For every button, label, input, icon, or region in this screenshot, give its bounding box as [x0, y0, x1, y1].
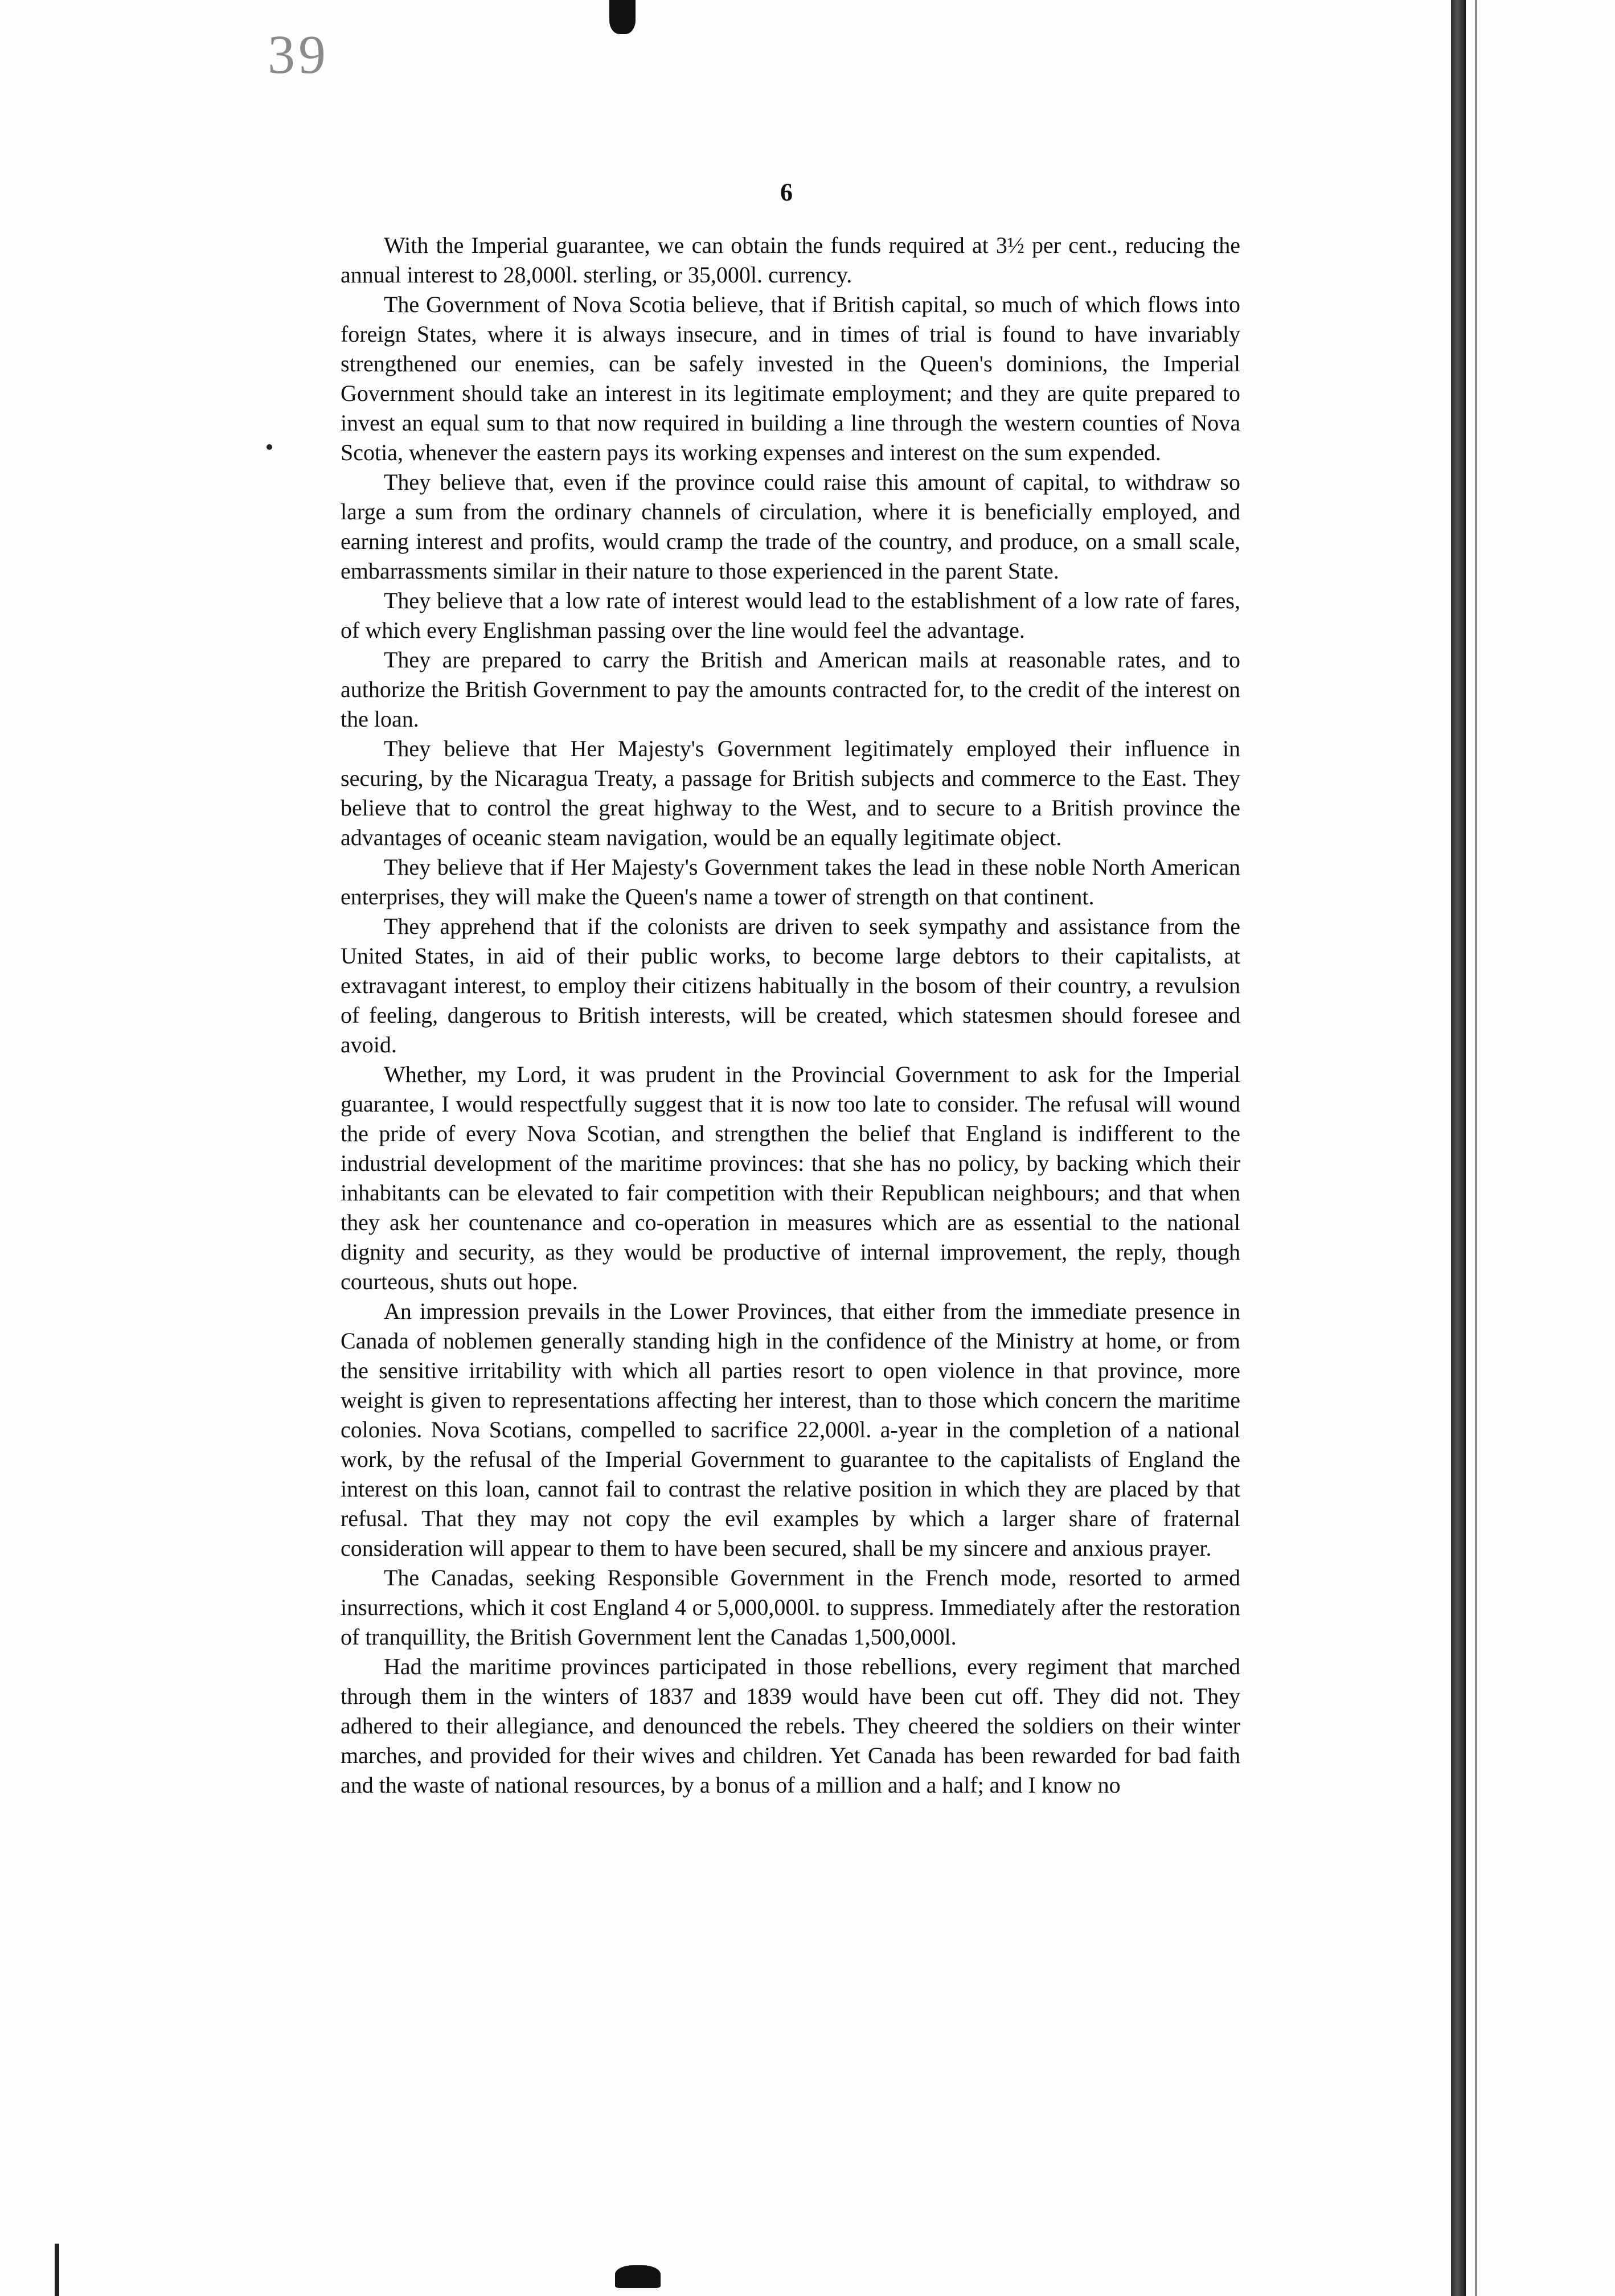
paragraph: The Government of Nova Scotia believe, that if British capital, so much of which flows into foreign States, where it is always insecure, and in times of trial is found to have invariably strengthened our enemies, can be safely invested in the Queen's dominions, the Imperial Government should take an interest in its legitimate employment; and they are quite prepared to invest an equal sum to that now required in building a line through the western counties of Nova Scotia, whenever the eastern pays its working expenses and interest on the sum expended. — [341, 292, 1240, 465]
ink-blot-top — [609, 0, 636, 34]
paragraph: Had the maritime provinces participated in those rebellions, every regiment that marched through them in the winters of 1837 and 1839 would have been cut off. They did not. They adhered to their allegiance, and denounced the rebels. They cheered the soldiers on their winter marches, and provided for their wives and children. Yet Canada has been rewarded for bad faith and the waste of national resources, by a bonus of a million and a half; and I know no — [341, 1654, 1240, 1798]
paragraph: They are prepared to carry the British and American mails at reasonable rates, and to authorize the British Government to pay the amounts contracted for, to the credit of the interest on the loan. — [341, 647, 1240, 732]
paragraph: They believe that Her Majesty's Government legitimately employed their influence in securing, by the Nicaragua Treaty, a passage for British subjects and commerce to the East. They believe that to control the great highway to the West, and to secure to a British province the advantages of oceanic steam navigation, would be an equally legitimate object. — [341, 736, 1240, 850]
paragraph: Whether, my Lord, it was prudent in the Provincial Government to ask for the Imperial guarantee, I would respectfully suggest that it is now too late to consider. The refusal will wound the pride of every Nova Scotian, and strengthen the belief that England is indifferent to the industrial development of the maritime provinces: that she has no policy, by backing which their inhabitants can be elevated to fair competition with their Republican neighbours; and that when they ask her countenance and co-operation in measures which are as essential to the national dignity and security, as they would be productive of internal improvement, the reply, though courteous, shuts out hope. — [341, 1061, 1240, 1294]
ink-blot-bottom — [615, 2265, 661, 2288]
page-number: 6 — [780, 178, 793, 206]
paragraph: They believe that, even if the province could raise this amount of capital, to withdraw so large a sum from the ordinary channels of circulation, where it is beneficially employed, and earning interest and profits, would cramp the trade of the country, and produce, on a small scale, embarrassments similar in their nature to those experienced in the parent State. — [341, 469, 1240, 584]
binding-gutter-edge — [1475, 0, 1477, 2296]
paragraph: The Canadas, seeking Responsible Government in the French mode, resorted to armed insurrections, which it cost England 4 or 5,000,000l. to suppress. Immediately after the restoration of tranquillity, the British Government lent the Canadas 1,500,000l. — [341, 1565, 1240, 1650]
body-text — [341, 231, 1240, 1800]
paragraph: They believe that if Her Majesty's Government takes the lead in these noble North American enterprises, they will make the Queen's name a tower of strength on that continent. — [341, 854, 1240, 909]
paragraph: They believe that a low rate of interest would lead to the establishment of a low rate of fares, of which every Englishman passing over the line would feel the advantage. — [341, 588, 1240, 643]
margin-rule — [55, 2244, 59, 2296]
binding-gutter — [1451, 0, 1466, 2296]
paragraph: With the Imperial guarantee, we can obtain the funds required at 3½ per cent., reducing the annual interest to 28,000l. sterling, or 35,000l. currency. — [341, 232, 1240, 288]
paragraph: An impression prevails in the Lower Provinces, that either from the immediate presence in Canada of noblemen generally standing high in the confidence of the Ministry at home, or from the sensitive irritability with which all parties resort to open violence in that province, more weight is given to representations affecting her interest, than to those which concern the maritime colonies. Nova Scotians, compelled to sacrifice 22,000l. a-year in the completion of a national work, by the refusal of the Imperial Government to guarantee to the capitalists of England the interest on this loan, cannot fail to contrast the relative position in which they are placed by that refusal. That they may not copy the evil examples by which a larger share of fraternal consideration will appear to them to have been secured, shall be my sincere and anxious prayer. — [341, 1298, 1240, 1561]
margin-mark — [267, 444, 272, 450]
paragraph: They apprehend that if the colonists are driven to seek sympathy and assistance from the United States, in aid of their public works, to become large debtors to their capitalists, at extravagant interest, to employ their citizens habitually in the bosom of their country, a revulsion of feeling, dangerous to British interests, will be created, which statesmen should foresee and avoid. — [341, 913, 1240, 1057]
archive-folio-mark: 39 — [268, 24, 329, 85]
